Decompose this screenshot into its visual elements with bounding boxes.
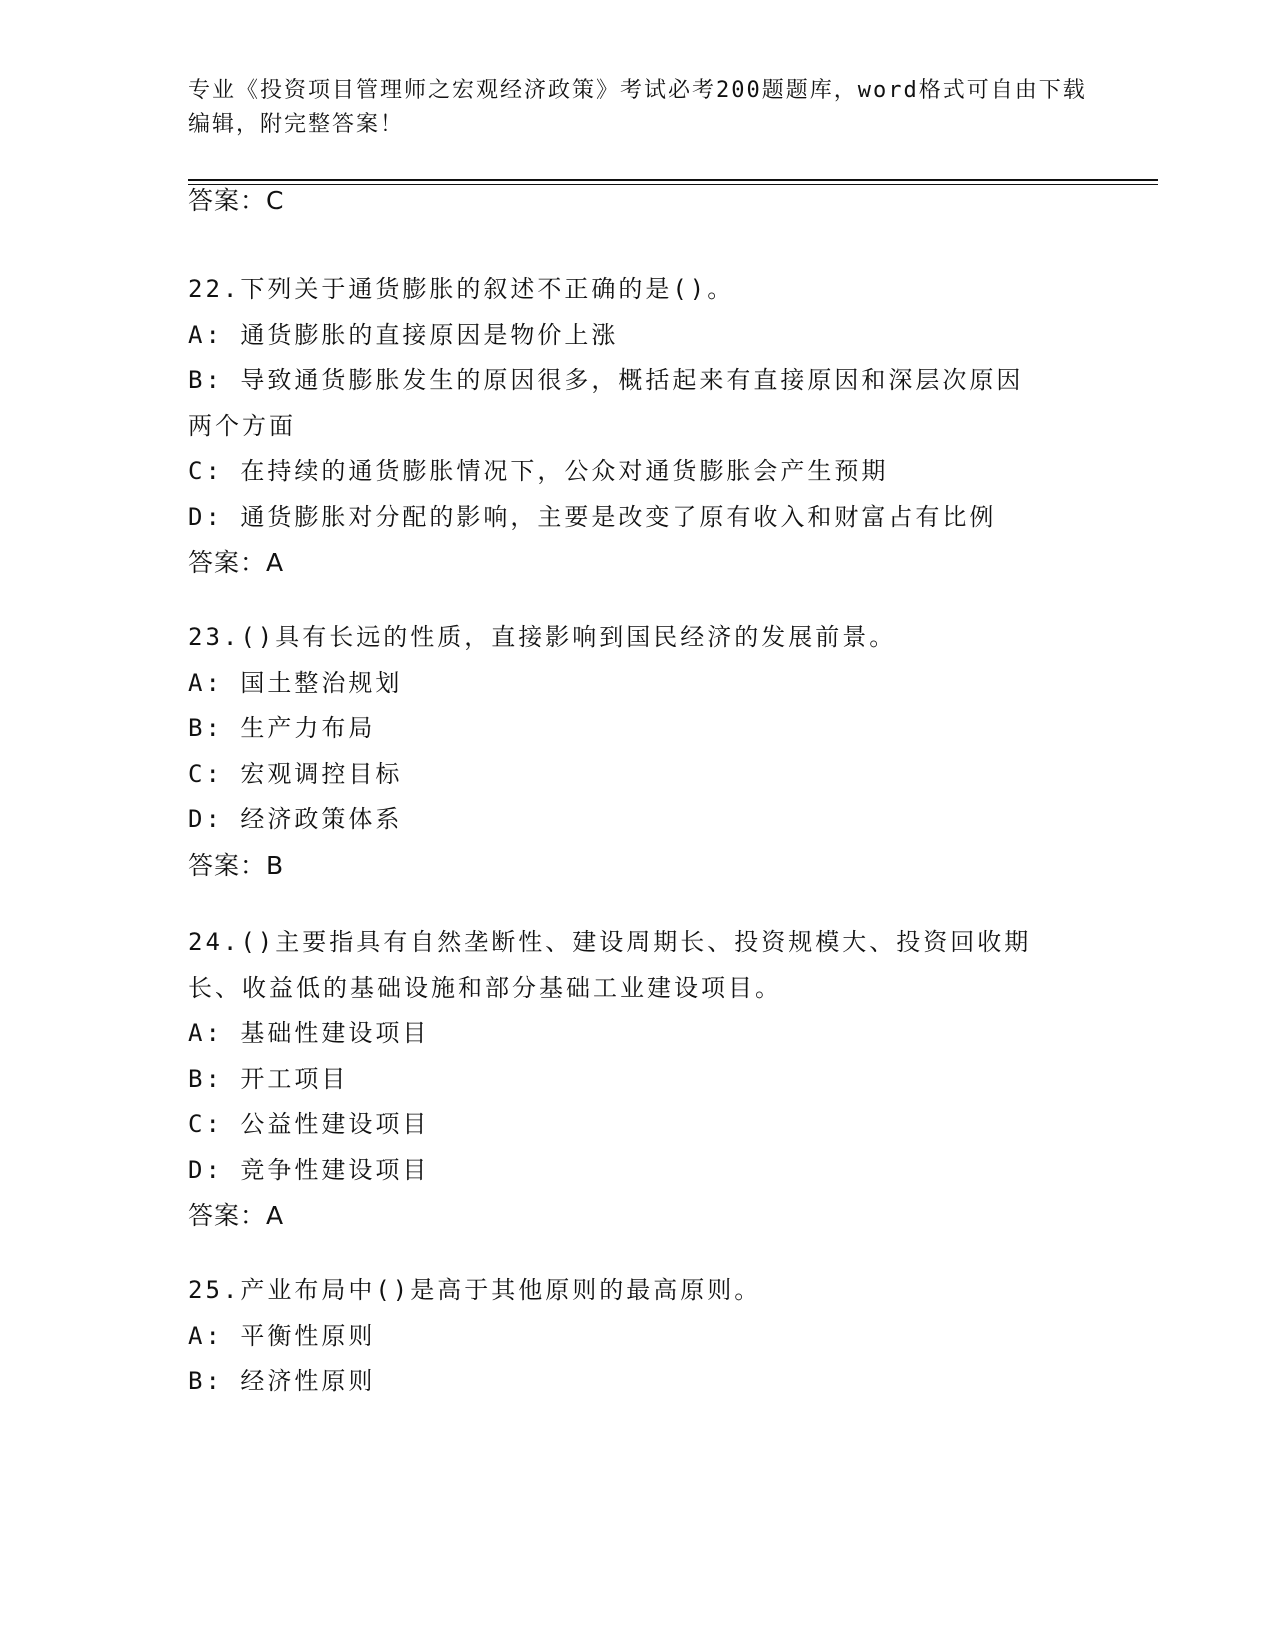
page-header: 专业《投资项目管理师之宏观经济政策》考试必考200题题库，word格式可自由下载编辑，附完整答案！ bbox=[188, 78, 1087, 137]
option-a: A: 基础性建设项目 bbox=[188, 1019, 430, 1047]
option-d: D: 经济政策体系 bbox=[188, 805, 403, 833]
question-stem: 25.产业布局中()是高于其他原则的最高原则。 bbox=[188, 1276, 762, 1304]
option-c: C: 在持续的通货膨胀情况下，公众对通货膨胀会产生预期 bbox=[188, 457, 889, 485]
option-a: A: 平衡性原则 bbox=[188, 1321, 376, 1350]
question-stem: 22.下列关于通货膨胀的叙述不正确的是()。 bbox=[188, 275, 735, 303]
option-d: D: 竞争性建设项目 bbox=[188, 1155, 430, 1184]
option-b: B: 导致通货膨胀发生的原因很多，概括起来有直接原因和深层次原因两个方面 bbox=[188, 366, 1024, 440]
answer-line: 答案：B bbox=[188, 850, 285, 880]
answer-line: 答案：C bbox=[188, 186, 285, 215]
question-stem: 24.()主要指具有自然垄断性、建设周期长、投资规模大、投资回收期长、收益低的基础设施和部分基础工业建设项目。 bbox=[188, 928, 1032, 1002]
option-c: C: 公益性建设项目 bbox=[188, 1110, 430, 1138]
question-24 bbox=[188, 920, 1088, 1239]
question-23 bbox=[188, 615, 1088, 888]
option-a: A: 通货膨胀的直接原因是物价上涨 bbox=[188, 320, 619, 349]
option-a: A: 国土整治规划 bbox=[188, 668, 403, 697]
prev-answer-block bbox=[188, 178, 1088, 224]
question-25 bbox=[188, 1268, 1088, 1405]
answer-line: 答案：A bbox=[188, 548, 285, 577]
question-stem: 23.()具有长远的性质，直接影响到国民经济的发展前景。 bbox=[188, 623, 897, 651]
answer-line: 答案：A bbox=[188, 1201, 285, 1230]
option-d: D: 通货膨胀对分配的影响，主要是改变了原有收入和财富占有比例 bbox=[188, 502, 997, 531]
option-b: B: 经济性原则 bbox=[188, 1367, 376, 1395]
option-c: C: 宏观调控目标 bbox=[188, 759, 403, 788]
option-b: B: 生产力布局 bbox=[188, 714, 376, 742]
option-b: B: 开工项目 bbox=[188, 1064, 349, 1093]
question-22 bbox=[188, 267, 1088, 586]
